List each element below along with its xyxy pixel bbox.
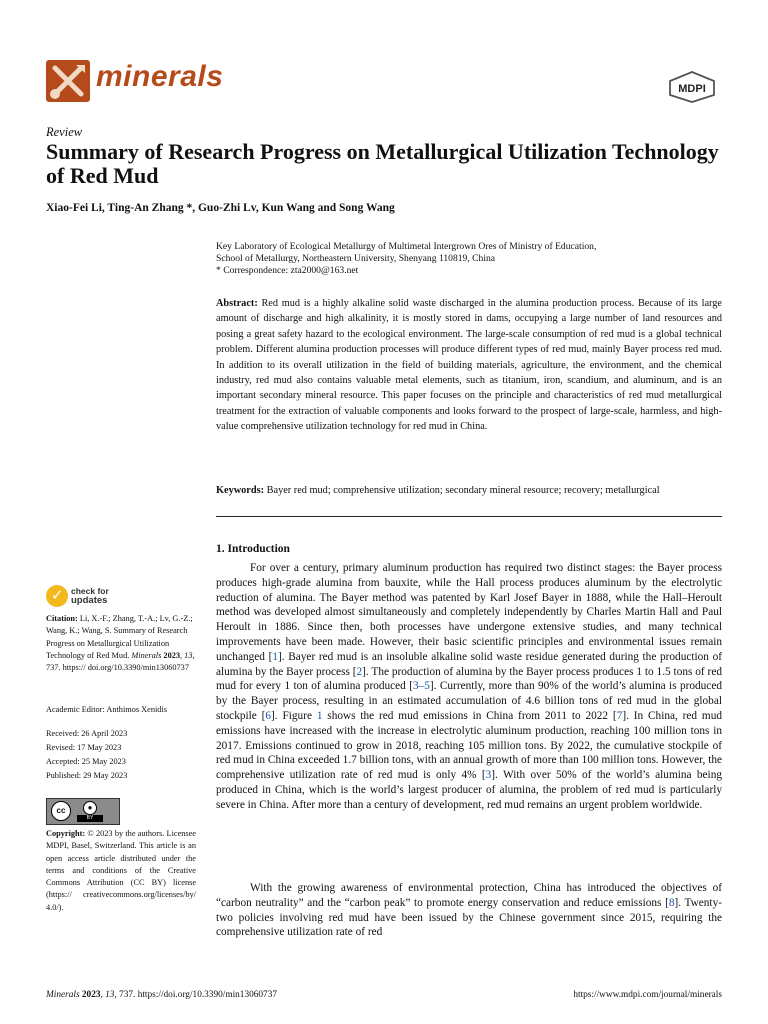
paragraph-text: ]. Figure bbox=[271, 709, 317, 722]
reference-link[interactable]: 1 bbox=[272, 650, 278, 663]
section-divider bbox=[216, 516, 722, 517]
abstract bbox=[216, 296, 722, 435]
footer-journal-url[interactable]: https://www.mdpi.com/journal/minerals bbox=[573, 990, 722, 1000]
reference-link[interactable]: 2 bbox=[356, 665, 363, 678]
academic-editor: Academic Editor: Anthimos Xenidis bbox=[46, 705, 167, 714]
correspondence: * Correspondence: zta2000@163.net bbox=[216, 265, 359, 276]
author-list: Xiao-Fei Li, Ting-An Zhang *, Guo-Zhi Lv, Kun Wang and Song Wang bbox=[46, 202, 395, 214]
footer-doi[interactable]: 737. https://doi.org/10.3390/min13060737 bbox=[116, 990, 277, 1000]
abstract-text: Red mud is a highly alkaline solid waste discharged in the alumina production process. Because of its large amount of discharge and high alkalinity, it is mostly stored in dams, occupying a large number of land resources and posing a great safety hazard to the ecological environment. The large-scale consumption of red mud is a global technical problem. Different alumina production processes will produce different types of red mud, mainly Bayer process red mud. In addition to its overall utilization in the field of building materials, agriculture, the environment, and the chemical industry, red mud also contains valuable metal elements, such as titanium, iron, scandium, and aluminum, and is an important secondary mineral resource. This paper focuses on the principle and characteristics of red mud metallurgical treatment for the extraction of valuable components and looks forward to the prospect of large-scale, harmless, and high-value comprehensive utilization technology for red mud in China. bbox=[216, 298, 722, 433]
footer-year: 2023 bbox=[79, 990, 101, 1000]
paragraph-text: ]. With over 50% of the world’s alumina being produced in China, which is the world’s largest producer of alumina, the problem of red mud is particularly severe in China. After more than a century of development, red mud remains an urgent problem worldwide. bbox=[216, 769, 722, 811]
reference-link[interactable]: 1 bbox=[316, 709, 323, 722]
check-updates-label bbox=[71, 586, 109, 606]
copyright-label: Copyright: bbox=[46, 829, 86, 838]
reference-link[interactable]: 8 bbox=[668, 896, 675, 909]
reference-link[interactable]: 6 bbox=[265, 709, 272, 722]
reference-link[interactable]: 3–5 bbox=[412, 680, 430, 693]
attribution-icon: ● bbox=[83, 801, 97, 815]
keywords bbox=[216, 483, 722, 498]
mdpi-logo-text: MDPI bbox=[678, 83, 706, 95]
citation bbox=[46, 613, 196, 674]
citation-text: Li, X.-F.; Zhang, T.-A.; Lv, G.-Z.; Wang, K.; Wang, S. Summary of Research Progress on Metallurgical Utilization Technology of Red Mud. bbox=[46, 614, 193, 660]
journal-name: minerals bbox=[96, 60, 224, 93]
revised-date: Revised: 17 May 2023 bbox=[46, 743, 122, 752]
copyright bbox=[46, 828, 196, 914]
checkmark-icon: ✓ bbox=[51, 587, 64, 604]
received-date: Received: 26 April 2023 bbox=[46, 729, 128, 738]
reference-link[interactable]: 7 bbox=[616, 709, 623, 722]
body-paragraph bbox=[216, 881, 722, 940]
cc-by-label: BY bbox=[77, 815, 103, 822]
paragraph-text: With the growing awareness of environmental protection, China has introduced the objectives of “carbon neutrality” and the “carbon peak” to promote energy conservation and reduce emissions [ bbox=[216, 882, 722, 909]
paragraph-text: ]. In China, red mud emissions have increased with the increase in electrolytic aluminum production, reaching 100 million tons in 2017. Emissions continued to grow in 2018, reaching 105 million tons. By 2022, the cumulative stockpile of red mud in China exceeded 1.7 billion tons, with an annual growth of more than 100 million tons. However, the comprehensive utilization rate of red mud is only 4% [ bbox=[216, 709, 723, 782]
check-for-updates-button[interactable] bbox=[46, 585, 166, 609]
minerals-logo-icon bbox=[46, 60, 90, 102]
creative-commons-icon: cc bbox=[51, 801, 71, 821]
abstract-label: Abstract: bbox=[216, 298, 258, 309]
keywords-text: Bayer red mud; comprehensive utilization; secondary mineral resource; recovery; metallurgical bbox=[266, 485, 660, 496]
article-type: Review bbox=[46, 125, 83, 139]
affiliation-line: School of Metallurgy, Northeastern University, Shenyang 110819, China bbox=[216, 253, 496, 264]
cc-license-badge[interactable] bbox=[46, 798, 120, 825]
article-title: Summary of Research Progress on Metallurgical Utilization Technology of Red Mud bbox=[46, 139, 719, 188]
citation-doi[interactable]: 737. https:// doi.org/10.3390/min13060737 bbox=[46, 663, 189, 673]
paragraph-text: ]. Twenty-two policies involving red mud have been issued by the Chinese government since 2015, requiring the comprehensive utilization rate of red bbox=[216, 896, 722, 939]
body-paragraph bbox=[216, 561, 722, 813]
check-updates-icon bbox=[46, 585, 68, 607]
section-heading: 1. Introduction bbox=[216, 543, 290, 555]
footer-citation bbox=[46, 990, 277, 1000]
reference-link[interactable]: 3 bbox=[485, 769, 492, 782]
copyright-text: © 2023 by the authors. Licensee MDPI, Basel, Switzerland. This article is an open access article distributed under the terms and conditions of the Creative Commons Attribution (CC BY) license (https:// creativecommons.org/licenses/by/ 4.0/). bbox=[46, 829, 196, 912]
paragraph-text: ]. Currently, more than 90% of the world’s alumina is produced by the Bayer process, resulting in an estimated accumulation of 4.6 billion tons of red mud in the global stockpile [ bbox=[216, 680, 722, 722]
citation-year: 2023 bbox=[161, 650, 181, 660]
paragraph-text: ]. Bayer red mud is an insoluble alkaline solid waste residue generated during the production of alumina by the Bayer process [ bbox=[216, 650, 722, 678]
published-date: Published: 29 May 2023 bbox=[46, 771, 128, 780]
footer-volume: , 13, bbox=[100, 990, 117, 1000]
citation-journal: Minerals bbox=[131, 650, 162, 660]
check-updates-line: check for bbox=[71, 586, 109, 596]
affiliation-line: Key Laboratory of Ecological Metallurgy of Multimetal Intergrown Ores of Ministry of Education, bbox=[216, 241, 597, 252]
footer-journal: Minerals bbox=[46, 990, 80, 1000]
accepted-date: Accepted: 25 May 2023 bbox=[46, 757, 126, 766]
paragraph-text: ]. The production of alumina by the Bayer process produces 1 to 1.5 tons of red mud for every 1 ton of alumina produced [ bbox=[216, 665, 722, 693]
check-updates-line: updates bbox=[71, 595, 108, 606]
paragraph-text: For over a century, primary aluminum production has required two distinct stages: the Bayer process produces high-grade alumina from bauxite, while the Hall process produces aluminum by the electrolytic reduction of alumina. The Bayer method was patented by Karl Josef Bayer in 1888, while the Hall–Heroult method was developed almost simultaneously and completely independently by Charles Martin Hall and Paul Heroult in 1886. Since then, both processes have undergone extensive studies, and many technical improvements have been made. However, their basic scientific principles and environmental issues remain unchanged [ bbox=[216, 562, 722, 663]
citation-volume: , 13, bbox=[180, 650, 195, 660]
paragraph-text: shows the red mud emissions in China from 2011 to 2022 [ bbox=[322, 709, 617, 722]
citation-label: Citation: bbox=[46, 614, 78, 623]
keywords-label: Keywords: bbox=[216, 485, 265, 496]
mdpi-logo-icon bbox=[667, 71, 717, 103]
